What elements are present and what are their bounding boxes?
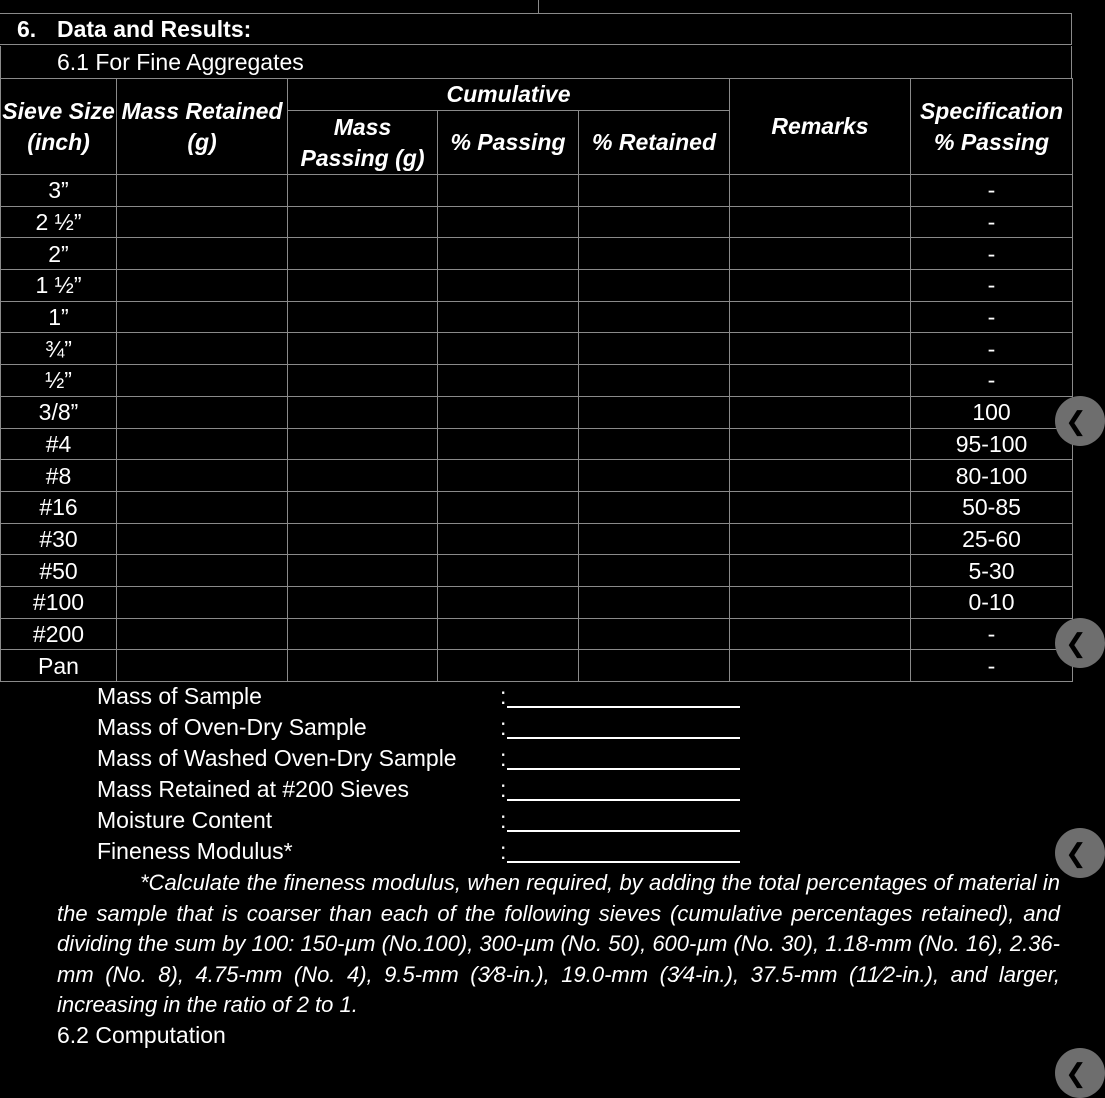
header-spec-passing: Specification % Passing: [911, 79, 1073, 175]
pct-retained-cell[interactable]: [579, 365, 730, 397]
subsection-title: 6.1 For Fine Aggregates: [57, 49, 304, 75]
summary-label: Mass Retained at #200 Sieves: [97, 776, 409, 802]
mass-passing-cell[interactable]: [288, 396, 438, 428]
header-mass-passing: Mass Passing (g): [288, 111, 438, 175]
pct-retained-cell[interactable]: [579, 301, 730, 333]
summary-row: [97, 806, 797, 837]
mass-passing-cell[interactable]: [288, 206, 438, 238]
table-row: [1, 523, 1073, 555]
pct-retained-cell[interactable]: [579, 428, 730, 460]
spec-passing-cell: -: [911, 365, 1073, 397]
pct-passing-cell[interactable]: [438, 618, 579, 650]
header-pct-retained: % Retained: [579, 111, 730, 175]
spec-passing-cell: 50-85: [911, 491, 1073, 523]
mass-retained-cell[interactable]: [117, 175, 288, 207]
chevron-left-icon[interactable]: ❮: [1055, 396, 1105, 446]
pct-retained-cell[interactable]: [579, 618, 730, 650]
spec-passing-cell: 5-30: [911, 555, 1073, 587]
spec-passing-cell: -: [911, 270, 1073, 302]
mass-passing-cell[interactable]: [288, 650, 438, 682]
remarks-cell[interactable]: [730, 175, 911, 207]
spec-passing-cell: -: [911, 175, 1073, 207]
pct-retained-cell[interactable]: [579, 175, 730, 207]
mass-retained-cell[interactable]: [117, 365, 288, 397]
mass-retained-cell[interactable]: [117, 650, 288, 682]
summary-colon: :: [500, 683, 507, 709]
mass-passing-cell[interactable]: [288, 460, 438, 492]
remarks-cell[interactable]: [730, 206, 911, 238]
table-row: [1, 175, 1073, 207]
summary-blank-line[interactable]: [507, 799, 740, 801]
summary-row: [97, 837, 797, 868]
table-row: [1, 650, 1073, 682]
summary-label: Fineness Modulus*: [97, 838, 293, 864]
pct-retained-cell[interactable]: [579, 460, 730, 492]
spec-passing-cell: 100: [911, 396, 1073, 428]
fineness-modulus-note: *Calculate the fineness modulus, when required, by adding the total percentages of material in the sample that is coarser than each of the following sieves (cumulative percentages retained), and dividing the sum by 100: 150-µm (No.100), 300-µm (No. 50), 600-µm (No. 30), 1.18-mm (No. 16), 2.36-mm (No. 8), 4.75-mm (No. 4), 9.5-mm (3⁄8-in.), 19.0-mm (3⁄4-in.), 37.5-mm (11⁄2-in.), and larger, increasing in the ratio of 2 to 1.: [57, 870, 1060, 1017]
mass-retained-cell[interactable]: [117, 618, 288, 650]
section-title: Data and Results:: [57, 16, 252, 42]
pct-retained-cell[interactable]: [579, 206, 730, 238]
sieve-table-body: [1, 175, 1073, 682]
table-row: [1, 270, 1073, 302]
remarks-cell[interactable]: [730, 555, 911, 587]
section-heading: [0, 13, 1072, 45]
mass-passing-cell[interactable]: [288, 301, 438, 333]
mass-retained-cell[interactable]: [117, 428, 288, 460]
remarks-cell[interactable]: [730, 491, 911, 523]
sieve-size-cell: #8: [1, 460, 117, 492]
summary-row: [97, 713, 797, 744]
remarks-cell[interactable]: [730, 650, 911, 682]
summary-row: [97, 775, 797, 806]
summary-colon: :: [500, 807, 507, 833]
summary-blank-line[interactable]: [507, 861, 740, 863]
computation-heading: 6.2 Computation: [57, 1022, 226, 1048]
pct-retained-cell[interactable]: [579, 396, 730, 428]
pct-passing-cell[interactable]: [438, 396, 579, 428]
spec-passing-cell: -: [911, 238, 1073, 270]
pct-passing-cell[interactable]: [438, 238, 579, 270]
pct-retained-cell[interactable]: [579, 523, 730, 555]
mass-retained-cell[interactable]: [117, 238, 288, 270]
table-row: [1, 333, 1073, 365]
table-row: [1, 301, 1073, 333]
table-row: [1, 491, 1073, 523]
sieve-size-cell: 2”: [1, 238, 117, 270]
mass-passing-cell[interactable]: [288, 618, 438, 650]
spec-passing-cell: 25-60: [911, 523, 1073, 555]
top-divider: [538, 0, 539, 13]
pct-passing-cell[interactable]: [438, 206, 579, 238]
mass-retained-cell[interactable]: [117, 301, 288, 333]
table-row: [1, 618, 1073, 650]
table-row: [1, 206, 1073, 238]
summary-label: Mass of Oven-Dry Sample: [97, 714, 367, 740]
spec-passing-cell: -: [911, 618, 1073, 650]
mass-passing-cell[interactable]: [288, 428, 438, 460]
remarks-cell[interactable]: [730, 270, 911, 302]
mass-retained-cell[interactable]: [117, 333, 288, 365]
sieve-size-cell: #16: [1, 491, 117, 523]
mass-passing-cell[interactable]: [288, 270, 438, 302]
chevron-left-icon[interactable]: ❮: [1055, 828, 1105, 878]
summary-blank-line[interactable]: [507, 737, 740, 739]
sieve-size-cell: Pan: [1, 650, 117, 682]
mass-passing-cell[interactable]: [288, 523, 438, 555]
sieve-size-cell: 3”: [1, 175, 117, 207]
pct-retained-cell[interactable]: [579, 333, 730, 365]
pct-passing-cell[interactable]: [438, 491, 579, 523]
sieve-analysis-table: [0, 78, 1073, 682]
sieve-size-cell: #30: [1, 523, 117, 555]
mass-retained-cell[interactable]: [117, 491, 288, 523]
sieve-size-cell: ¾”: [1, 333, 117, 365]
mass-retained-cell[interactable]: [117, 396, 288, 428]
sieve-size-cell: #4: [1, 428, 117, 460]
summary-label: Mass of Sample: [97, 683, 262, 709]
top-strip: [0, 0, 1072, 14]
remarks-cell[interactable]: [730, 586, 911, 618]
summary-blank-line[interactable]: [507, 768, 740, 770]
pct-passing-cell[interactable]: [438, 365, 579, 397]
mass-passing-cell[interactable]: [288, 586, 438, 618]
mass-passing-cell[interactable]: [288, 175, 438, 207]
mass-retained-cell[interactable]: [117, 270, 288, 302]
table-row: [1, 396, 1073, 428]
spec-passing-cell: -: [911, 206, 1073, 238]
pct-passing-cell[interactable]: [438, 650, 579, 682]
sieve-size-cell: #50: [1, 555, 117, 587]
header-cumulative: Cumulative: [288, 79, 730, 111]
spec-passing-cell: -: [911, 650, 1073, 682]
pct-passing-cell[interactable]: [438, 428, 579, 460]
spec-passing-cell: 95-100: [911, 428, 1073, 460]
pct-passing-cell[interactable]: [438, 460, 579, 492]
subsection-heading: [0, 46, 1072, 78]
remarks-cell[interactable]: [730, 365, 911, 397]
remarks-cell[interactable]: [730, 428, 911, 460]
summary-colon: :: [500, 745, 507, 771]
remarks-cell[interactable]: [730, 460, 911, 492]
mass-retained-cell[interactable]: [117, 555, 288, 587]
pct-retained-cell[interactable]: [579, 650, 730, 682]
header-pct-passing: % Passing: [438, 111, 579, 175]
mass-passing-cell[interactable]: [288, 365, 438, 397]
table-row: [1, 238, 1073, 270]
remarks-cell[interactable]: [730, 301, 911, 333]
sieve-size-cell: 3/8”: [1, 396, 117, 428]
table-row: [1, 555, 1073, 587]
summary-row: [97, 682, 797, 713]
remarks-cell[interactable]: [730, 238, 911, 270]
remarks-cell[interactable]: [730, 396, 911, 428]
summary-label: Mass of Washed Oven-Dry Sample: [97, 745, 457, 771]
summary-colon: :: [500, 714, 507, 740]
pct-passing-cell[interactable]: [438, 586, 579, 618]
spec-passing-cell: -: [911, 333, 1073, 365]
mass-retained-cell[interactable]: [117, 206, 288, 238]
chevron-left-icon[interactable]: ❮: [1055, 618, 1105, 668]
mass-retained-cell[interactable]: [117, 460, 288, 492]
summary-blank-line[interactable]: [507, 830, 740, 832]
sieve-size-cell: ½”: [1, 365, 117, 397]
table-row: [1, 428, 1073, 460]
pct-passing-cell[interactable]: [438, 175, 579, 207]
pct-retained-cell[interactable]: [579, 238, 730, 270]
header-sieve-size: Sieve Size (inch): [1, 79, 117, 175]
remarks-cell[interactable]: [730, 333, 911, 365]
summary-label: Moisture Content: [97, 807, 273, 833]
pct-passing-cell[interactable]: [438, 555, 579, 587]
spec-passing-cell: 0-10: [911, 586, 1073, 618]
summary-fields: [97, 682, 797, 868]
table-row: [1, 460, 1073, 492]
remarks-cell[interactable]: [730, 618, 911, 650]
mass-passing-cell[interactable]: [288, 555, 438, 587]
table-row: [1, 586, 1073, 618]
chevron-left-icon[interactable]: ❮: [1055, 1048, 1105, 1098]
pct-passing-cell[interactable]: [438, 333, 579, 365]
spec-passing-cell: -: [911, 301, 1073, 333]
summary-colon: :: [500, 776, 507, 802]
header-mass-retained: Mass Retained (g): [117, 79, 288, 175]
sieve-size-cell: #200: [1, 618, 117, 650]
table-row: [1, 365, 1073, 397]
summary-colon: :: [500, 838, 507, 864]
mass-passing-cell[interactable]: [288, 491, 438, 523]
mass-retained-cell[interactable]: [117, 523, 288, 555]
pct-passing-cell[interactable]: [438, 523, 579, 555]
mass-passing-cell[interactable]: [288, 333, 438, 365]
sieve-size-cell: 2 ½”: [1, 206, 117, 238]
remarks-cell[interactable]: [730, 523, 911, 555]
pct-retained-cell[interactable]: [579, 555, 730, 587]
header-remarks: Remarks: [730, 79, 911, 175]
sieve-size-cell: 1”: [1, 301, 117, 333]
pct-retained-cell[interactable]: [579, 586, 730, 618]
mass-passing-cell[interactable]: [288, 238, 438, 270]
mass-retained-cell[interactable]: [117, 586, 288, 618]
pct-retained-cell[interactable]: [579, 270, 730, 302]
section-number: 6.: [17, 16, 37, 42]
pct-retained-cell[interactable]: [579, 491, 730, 523]
sieve-size-cell: #100: [1, 586, 117, 618]
pct-passing-cell[interactable]: [438, 301, 579, 333]
spec-passing-cell: 80-100: [911, 460, 1073, 492]
pct-passing-cell[interactable]: [438, 270, 579, 302]
summary-row: [97, 744, 797, 775]
summary-blank-line[interactable]: [507, 706, 740, 708]
sieve-size-cell: 1 ½”: [1, 270, 117, 302]
